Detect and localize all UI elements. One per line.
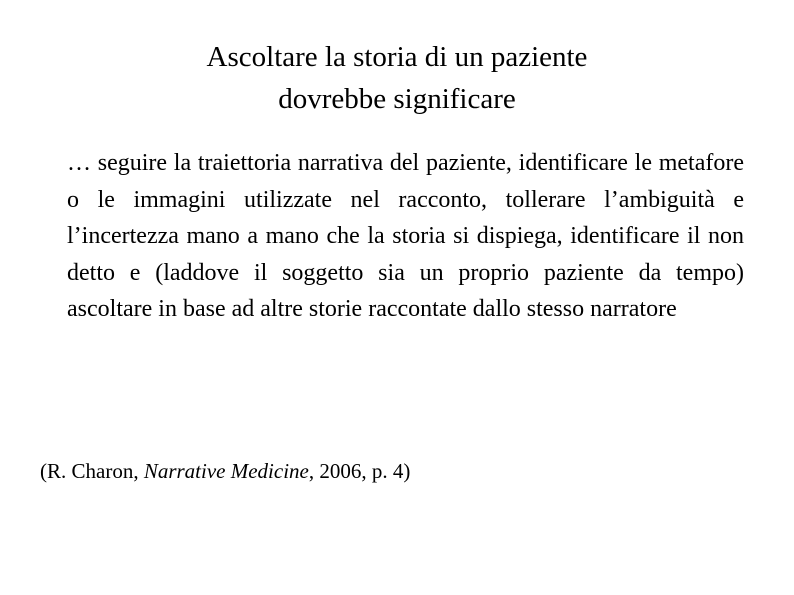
citation-suffix: , 2006, p. 4): [308, 459, 411, 483]
citation-book-title: Narrative Medicine: [143, 459, 309, 483]
slide-title-line-2: dovrebbe significare: [278, 83, 516, 115]
slide-title: [0, 36, 794, 120]
citation-prefix: (R. Charon,: [40, 459, 144, 483]
citation: [40, 456, 410, 486]
slide-title-line-1: Ascoltare la storia di un paziente: [206, 41, 588, 73]
quote-body: … seguire la traiettoria narrativa del paziente, identificare le metafore o le immagini utilizzate nel racconto, tollerare l’ambiguità e l’incertezza mano a mano che la storia si dispiega, identificare il non detto e (laddove il soggetto sia un proprio paziente da tempo) ascoltare in base ad altre storie raccontate dallo stesso narratore: [67, 150, 744, 322]
